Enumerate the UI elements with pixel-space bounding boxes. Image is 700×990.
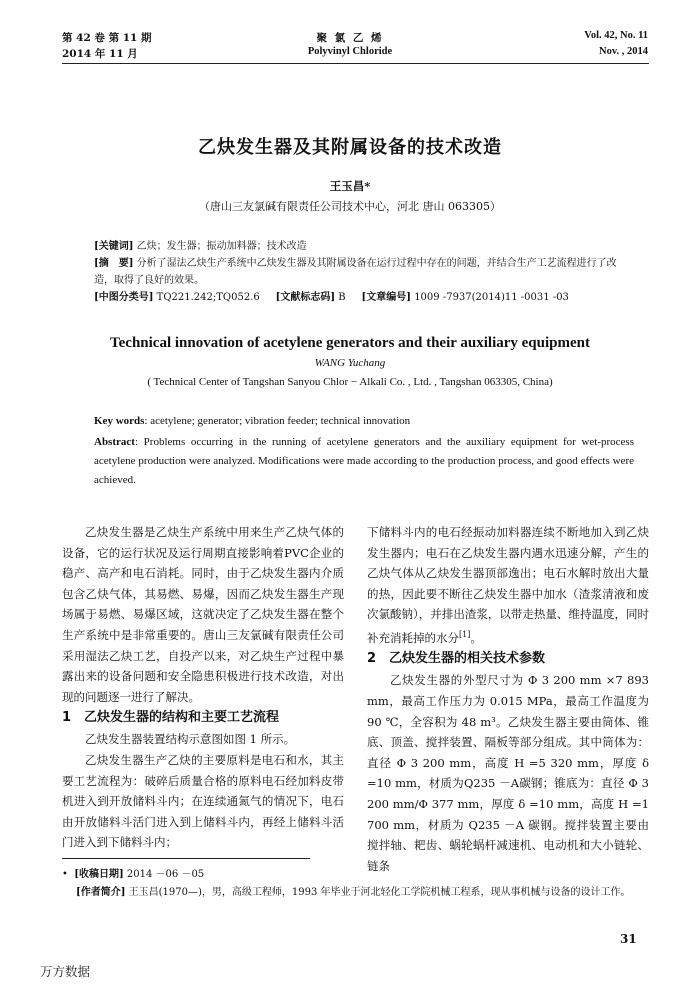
section-heading-2: 2 乙炔发生器的相关技术参数 (367, 651, 546, 667)
author-en: WANG Yuchang (314, 357, 386, 369)
affiliation-cn: （唐山三友氯碱有限责任公司技术中心，河北 唐山 063305） (199, 200, 501, 213)
paragraph: 乙炔发生器装置结构示意图如图 1 所示。 (85, 732, 296, 747)
abstract-cn: [摘 要] 分析了湿法乙炔生产系统中乙炔发生器及其附属设备在运行过程中存在的问题，并结合生产工艺流程进行了改造，取得了良好的效果。 (94, 258, 617, 286)
keywords-en: Key words: acetylene; generator; vibration feeder; technical innovation (94, 415, 411, 427)
abstract-en: Abstract: Problems occurring in the running of acetylene generators and the auxiliary equipment for wet-process acetylene production were analyzed. Modifications were made according to the production process, and good effects were achieved. (94, 436, 634, 486)
paragraph: 乙炔发生器是乙炔生产系统中用来生产乙炔气体的设备，它的运行状况及运行周期直接影响着PVC企业的稳产、高产和电石消耗。同时，由于乙炔发生器内介质包含乙炔气体，其易燃、易爆，因而乙炔发生器生产现场属于易燃、易爆区域，这就决定了乙炔发生器在整个生产系统中是非常重要的。唐山三友氯碱有限责任公司采用湿法乙炔工艺，自投产以来，对乙炔生产过程中暴露出来的设备问题和安全隐患积极进行技术改造，对出现的问题逐一进行了解决。 (62, 525, 344, 704)
classification-line: [中图分类号] TQ221.242;TQ052.6 [文献标志码] B [文章编号] 1009 -7937(2014)11 -0031 -03 (94, 292, 569, 303)
header-date: 2014 年 11 月 (62, 48, 138, 60)
header-volume: Vol. 42, No. 11 (584, 30, 648, 41)
footnote-rule (62, 858, 310, 859)
body-right-column (367, 522, 649, 876)
footnote-bio: [作者简介] 王玉昌(1970—)，男，高级工程师，1993 年毕业于河北轻化工学院机械工程系，现从事机械与设备的设计工作。 (76, 887, 631, 898)
header-journal-cn: 聚 氯 乙 烯 (316, 32, 384, 44)
header-issue: 第 42 卷 第 11 期 (62, 32, 152, 44)
paragraph: 乙炔发生器生产乙炔的主要原料是电石和水，其主要工艺流程为：破碎后质量合格的原料电石经加料皮带机进入到开放储料斗内；在连续通氮气的情况下，电石由开放储料斗活门进入到上储料斗内，再经上储料斗活门进入到下储料斗内； (62, 752, 344, 850)
keywords-cn: [关键词] 乙炔；发生器；振动加料器；技术改造 (94, 241, 307, 252)
footnote-received: • [收稿日期] 2014 －06 －05 (62, 869, 205, 880)
paragraph: 乙炔发生器的外型尺寸为 Φ 3 200 mm ×7 893 mm，最高工作压力为 0.015 MPa，最高工作温度为 90 ℃，全容积为 48 m³。乙炔发生器主要由筒体、锥底、顶盖、搅拌装置、隔板等部分组成。其中筒体为：直径 Φ 3 200 mm，高度 H =5 320 mm，厚度 δ =10 mm，材质为Q235 －A碳钢；锥底为：直径 Φ 3 200 mm/Φ 377 mm，厚度 δ =10 mm，高度 H =1 700 mm，材质为 Q235 －A 碳钢。搅拌装置主要由搅拌轴、耙齿、蜗轮蜗杆减速机、电动机和大小链轮、链条 (367, 673, 649, 873)
author-cn: 王玉昌* (329, 179, 371, 193)
paragraph: 下储料斗内的电石经振动加料器连续不断地加入到乙炔发生器内；电石在乙炔发生器内遇水迅速分解，产生的乙炔气体从乙炔发生器顶部逸出；电石水解时放出大量的热，因此要不断往乙炔发生器中加水（渣浆清液和废次氯酸钠），并排出渣浆，以带走热量、维持温度，同时补充消耗掉的水分[1]。 (367, 525, 649, 645)
header-month: Nov. , 2014 (598, 46, 648, 57)
watermark: 万方数据 (40, 964, 91, 979)
page-title-cn: 乙炔发生器及其附属设备的技术改造 (198, 137, 502, 158)
page-number: 31 (620, 932, 637, 946)
affiliation-en: ( Technical Center of Tangshan Sanyou Chlor − Alkali Co. , Ltd. , Tangshan 063305, China) (147, 376, 553, 388)
section-heading-1: 1 乙炔发生器的结构和主要工艺流程 (62, 710, 280, 726)
header-rule (62, 63, 649, 64)
citation: [1] (459, 629, 471, 639)
header-journal-en: Polyvinyl Chloride (307, 46, 393, 57)
page-title-en: Technical innovation of acetylene generators and their auxiliary equipment (110, 335, 590, 351)
body-left-column (62, 522, 344, 853)
